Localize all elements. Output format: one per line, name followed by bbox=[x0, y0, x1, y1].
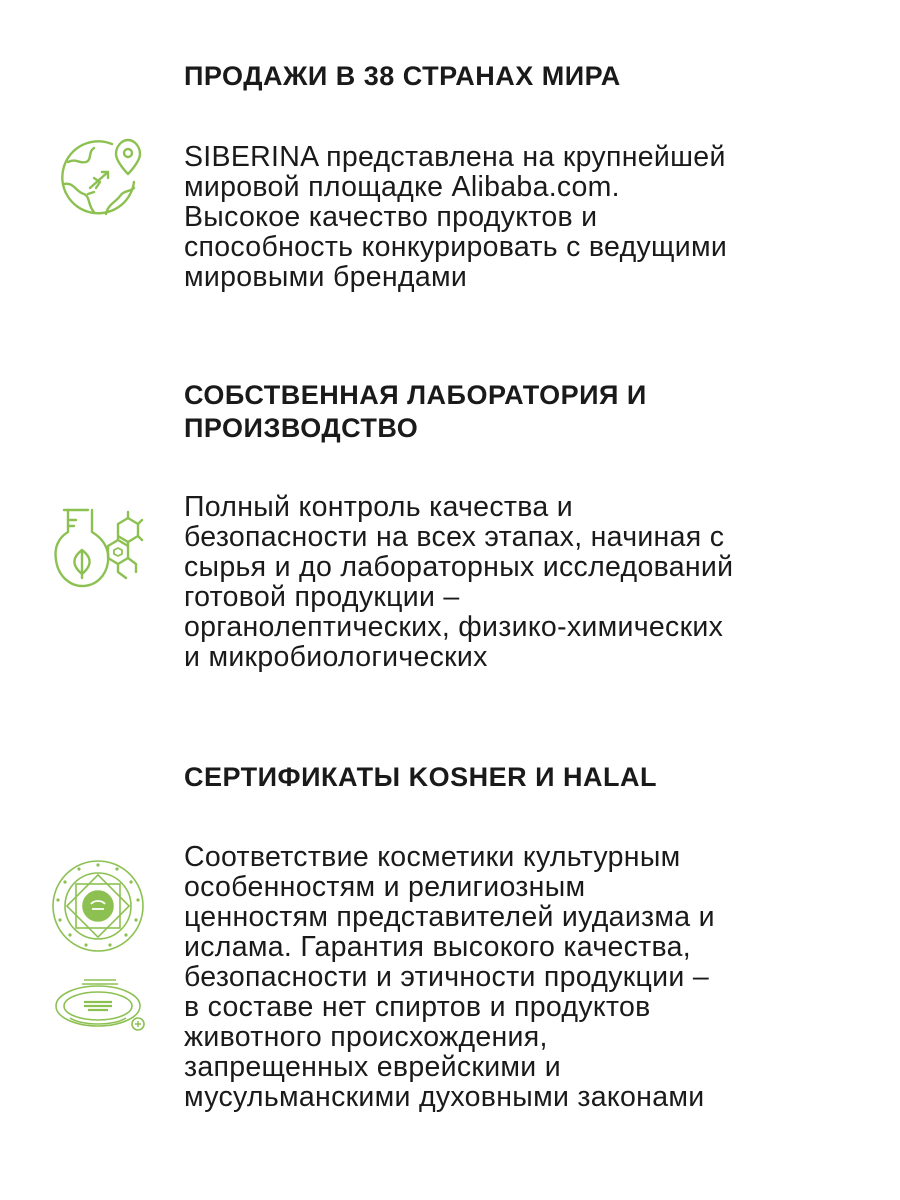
section-heading-lab: СОБСТВЕННАЯ ЛАБОРАТОРИЯ И ПРОИЗВОДСТВО bbox=[184, 380, 647, 443]
section-heading-certificates: СЕРТИФИКАТЫ KOSHER И HALAL bbox=[184, 762, 657, 792]
section-text-certificates: Соответствие косметики культурным особенностям и религиозным ценностям представителей иудаизма и ислама. Гарантия высокого качества, безопасности и этичности продукции – в составе нет спиртов и продуктов животного происхождения, запрещенных еврейскими и мусульманскими духовными законами bbox=[184, 841, 715, 1113]
section-text-sales: SIBERINA представлена на крупнейшей мировой площадке Alibaba.com. Высокое качество продуктов и способность конкурировать с ведущими мировыми брендами bbox=[184, 141, 728, 293]
section-text-lab: Полный контроль качества и безопасности на всех этапах, начиная с сырья и до лабораторных исследований готовой продукции – органолептических, физико-химических и микробиологических bbox=[184, 491, 734, 673]
halal-seal-icon bbox=[50, 858, 146, 954]
lab-flask-leaf-molecule-icon bbox=[52, 506, 144, 592]
section-heading-sales: ПРОДАЖИ В 38 СТРАНАХ МИРА bbox=[184, 61, 621, 91]
globe-location-plane-icon bbox=[54, 132, 144, 222]
kosher-seal-icon bbox=[54, 976, 146, 1034]
